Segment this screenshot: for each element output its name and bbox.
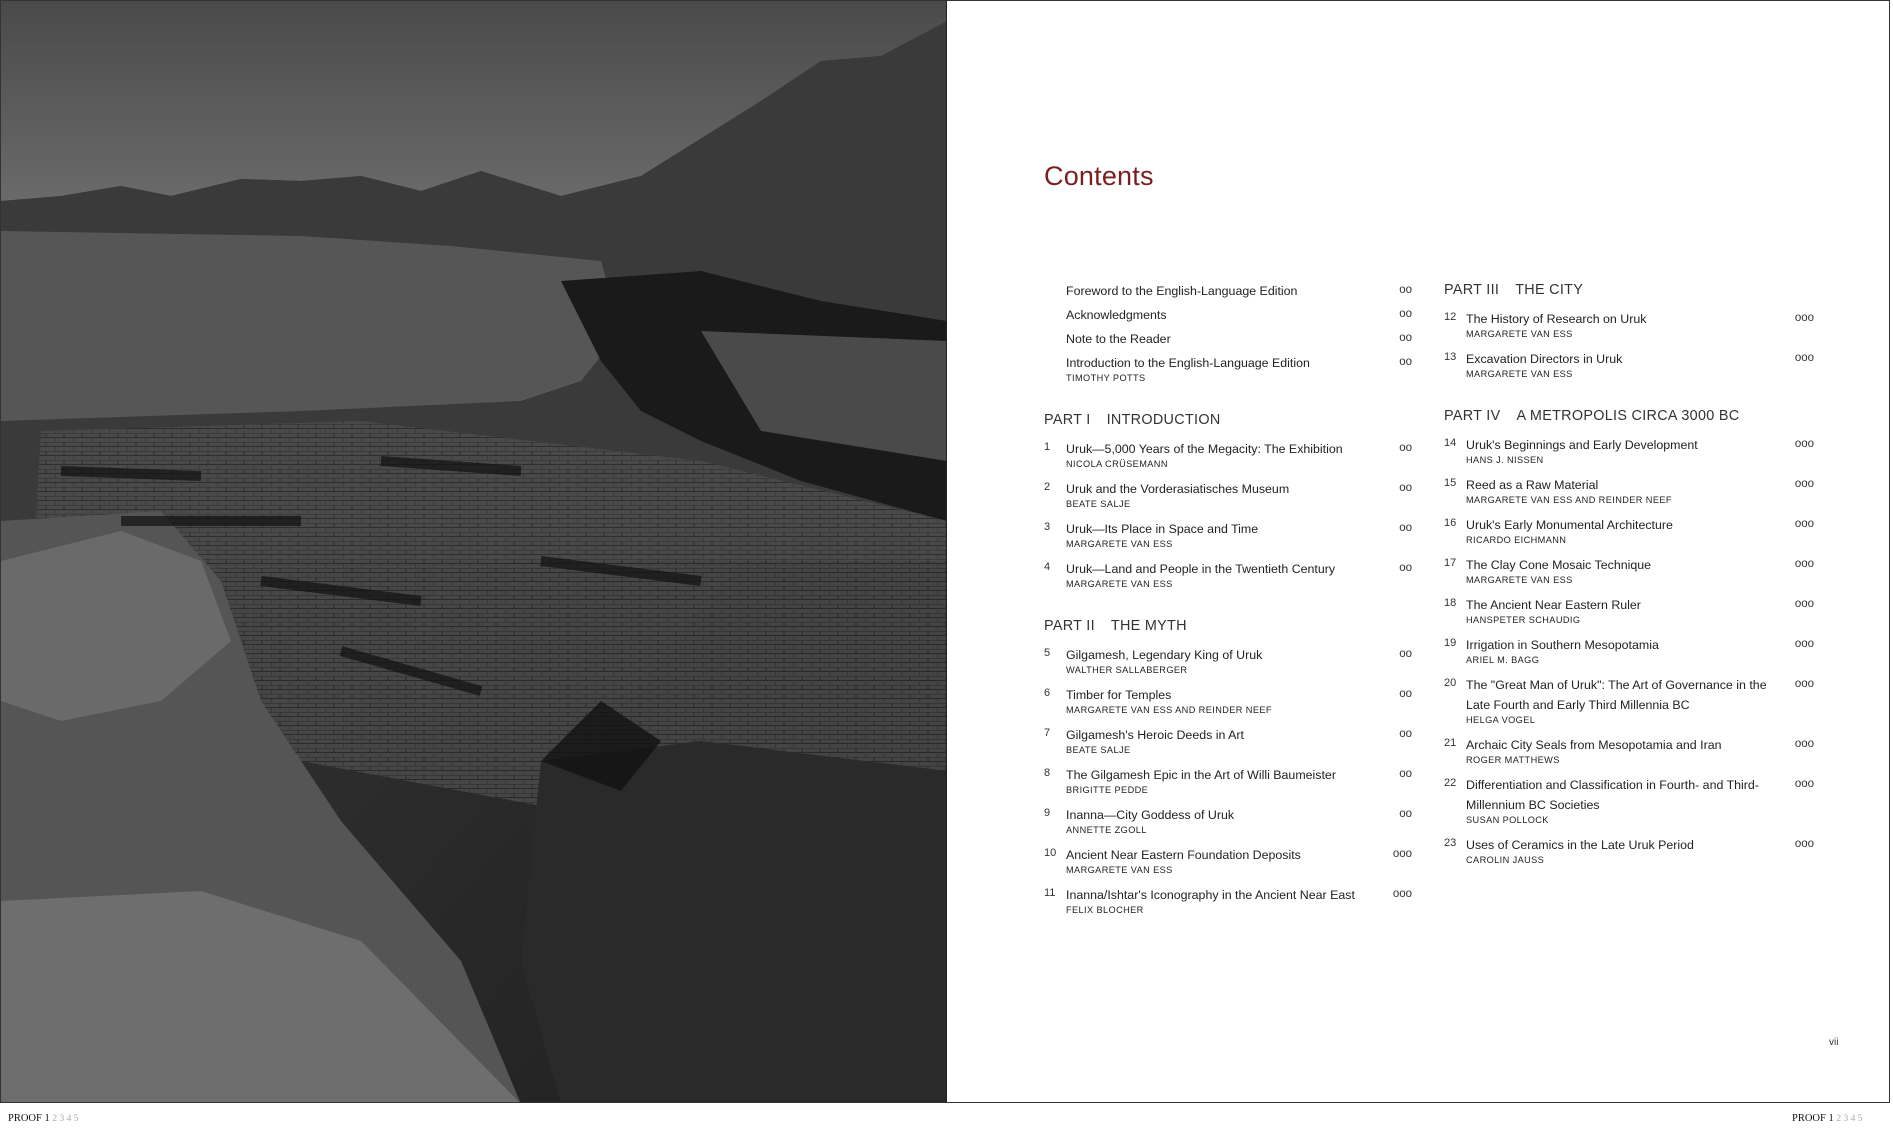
entry-page: ooo <box>1794 558 1814 570</box>
page-number: vii <box>1829 1037 1839 1048</box>
entry-page: ooo <box>1794 598 1814 610</box>
entry-page: oo <box>1399 728 1412 740</box>
entry-author: MARGARETE VAN ESS <box>1466 329 1573 339</box>
entry-title: Uruk—Its Place in Space and Time <box>1066 522 1259 536</box>
entry-author: TIMOTHY POTTS <box>1066 373 1146 383</box>
proof-rest: 2 3 4 5 <box>52 1114 79 1124</box>
entry-page: ooo <box>1794 352 1814 364</box>
entry-number: 16 <box>1444 517 1457 529</box>
entry-title: Uruk and the Vorderasiatisches Museum <box>1066 482 1290 496</box>
toc-entry[interactable] <box>1044 645 1412 677</box>
toc-entry[interactable] <box>1044 281 1412 301</box>
toc-entry[interactable] <box>1444 735 1814 767</box>
entry-number <box>1044 305 1066 307</box>
proof-marker-right <box>1792 1113 1862 1124</box>
toc-entry[interactable] <box>1444 515 1814 547</box>
entry-page: ooo <box>1794 312 1814 324</box>
part-heading <box>1444 281 1814 299</box>
entry-page: oo <box>1399 648 1412 660</box>
entry-title: The Gilgamesh Epic in the Art of Willi Baumeister <box>1066 768 1336 782</box>
entry-author: MARGARETE VAN ESS <box>1066 579 1173 589</box>
entry-title: Gilgamesh's Heroic Deeds in Art <box>1066 728 1244 742</box>
entry-title: Inanna/Ishtar's Iconography in the Ancient Near East <box>1066 888 1355 902</box>
entry-author: CAROLIN JAUSS <box>1466 855 1545 865</box>
entry-author: NICOLA CRÜSEMANN <box>1066 459 1168 469</box>
entry-page: oo <box>1399 356 1412 368</box>
entry-title: Ancient Near Eastern Foundation Deposits <box>1066 848 1301 862</box>
entry-number: 6 <box>1044 687 1051 699</box>
toc-entry[interactable] <box>1044 305 1412 325</box>
entry-number: 14 <box>1444 437 1457 449</box>
entry-title: The "Great Man of Uruk": The Art of Governance in the Late Fourth and Early Third Millennia BC <box>1466 678 1767 712</box>
toc-entry[interactable] <box>1044 519 1412 551</box>
entry-author: MARGARETE VAN ESS <box>1466 369 1573 379</box>
entry-page: ooo <box>1794 738 1814 750</box>
entry-title: Archaic City Seals from Mesopotamia and Iran <box>1466 738 1722 752</box>
entry-title: Introduction to the English-Language Edition <box>1066 356 1310 370</box>
entry-page: oo <box>1399 688 1412 700</box>
entry-title: Uruk—Land and People in the Twentieth Century <box>1066 562 1336 576</box>
entry-author: BEATE SALJE <box>1066 499 1131 509</box>
entry-number: 23 <box>1444 837 1457 849</box>
proof-label: PROOF 1 <box>8 1113 50 1124</box>
toc-entry[interactable] <box>1044 439 1412 471</box>
toc-entry[interactable] <box>1444 835 1814 867</box>
toc-column-right <box>1444 281 1814 875</box>
entry-author: MARGARETE VAN ESS AND REINDER NEEF <box>1066 705 1272 715</box>
entry-page: ooo <box>1392 848 1412 860</box>
toc-entry[interactable] <box>1044 845 1412 877</box>
entry-author: MARGARETE VAN ESS <box>1066 865 1173 875</box>
entry-number: 18 <box>1444 597 1457 609</box>
entry-number: 1 <box>1044 441 1051 453</box>
entry-author: SUSAN POLLOCK <box>1466 815 1549 825</box>
entry-page: ooo <box>1794 678 1814 690</box>
entry-title: The Ancient Near Eastern Ruler <box>1466 598 1641 612</box>
entry-number: 3 <box>1044 521 1051 533</box>
entry-number: 13 <box>1444 351 1457 363</box>
entry-author: BEATE SALJE <box>1066 745 1131 755</box>
entry-title: Note to the Reader <box>1066 332 1171 346</box>
part-label: PART IV <box>1444 408 1501 424</box>
entry-title: Uruk's Beginnings and Early Development <box>1466 438 1698 452</box>
entry-number: 17 <box>1444 557 1457 569</box>
entry-page: ooo <box>1794 838 1814 850</box>
contents-heading: Contents <box>1044 161 1154 191</box>
entry-number: 9 <box>1044 807 1051 819</box>
entry-title: Uses of Ceramics in the Late Uruk Period <box>1466 838 1694 852</box>
toc-entry[interactable] <box>1444 475 1814 507</box>
entry-page: oo <box>1399 332 1412 344</box>
entry-author: WALTHER SALLABERGER <box>1066 665 1188 675</box>
proof-label: PROOF 1 <box>1792 1113 1834 1124</box>
entry-number: 10 <box>1044 847 1057 859</box>
part-heading <box>1444 407 1814 425</box>
entry-author: ARIEL M. BAGG <box>1466 655 1540 665</box>
part-label: PART I <box>1044 412 1091 428</box>
entry-number: 22 <box>1444 777 1457 789</box>
entry-author: HANS J. NISSEN <box>1466 455 1544 465</box>
entry-page: ooo <box>1794 778 1814 790</box>
toc-entry[interactable] <box>1044 329 1412 349</box>
entry-number: 2 <box>1044 481 1051 493</box>
toc-entry[interactable] <box>1444 309 1814 341</box>
entry-number: 4 <box>1044 561 1051 573</box>
part-heading <box>1044 617 1412 635</box>
entry-title: Reed as a Raw Material <box>1466 478 1599 492</box>
entry-number: 11 <box>1044 887 1056 899</box>
entry-author: ROGER MATTHEWS <box>1466 755 1560 765</box>
entry-author: HANSPETER SCHAUDIG <box>1466 615 1581 625</box>
entry-title: Excavation Directors in Uruk <box>1466 352 1623 366</box>
toc-entry[interactable] <box>1044 559 1412 591</box>
toc-entry[interactable] <box>1444 775 1814 827</box>
entry-number: 5 <box>1044 647 1051 659</box>
entry-author: RICARDO EICHMANN <box>1466 535 1567 545</box>
entry-page: oo <box>1399 522 1412 534</box>
entry-page: oo <box>1399 808 1412 820</box>
entry-title: The Clay Cone Mosaic Technique <box>1466 558 1652 572</box>
proof-rest: 2 3 4 5 <box>1836 1114 1863 1124</box>
part-label: PART II <box>1044 618 1095 634</box>
entry-title: Irrigation in Southern Mesopotamia <box>1466 638 1659 652</box>
entry-author: HELGA VOGEL <box>1466 715 1536 725</box>
toc-entry[interactable] <box>1444 595 1814 627</box>
toc-entry[interactable] <box>1444 635 1814 667</box>
entry-title: The History of Research on Uruk <box>1466 312 1647 326</box>
entry-number: 7 <box>1044 727 1051 739</box>
entry-number: 8 <box>1044 767 1051 779</box>
entry-author: MARGARETE VAN ESS <box>1466 575 1573 585</box>
excavation-photo <box>1 1 947 1103</box>
entry-author: BRIGITTE PEDDE <box>1066 785 1149 795</box>
proof-marker-left <box>8 1113 78 1124</box>
entry-page: ooo <box>1794 438 1814 450</box>
entry-page: oo <box>1399 442 1412 454</box>
part-name: INTRODUCTION <box>1106 412 1221 428</box>
part-name: A METROPOLIS CIRCA 3000 BC <box>1516 408 1740 424</box>
entry-title: Differentiation and Classification in Fourth- and Third-Millennium BC Societies <box>1466 778 1759 812</box>
entry-page: oo <box>1399 482 1412 494</box>
entry-number: 21 <box>1444 737 1457 749</box>
archaeological-site-photo <box>1 1 947 1103</box>
entry-number <box>1044 329 1066 331</box>
toc-entry[interactable] <box>1044 479 1412 511</box>
entry-page: ooo <box>1794 518 1814 530</box>
toc-entry[interactable] <box>1044 725 1412 757</box>
toc-column-left <box>1044 281 1412 925</box>
part-heading <box>1044 411 1412 429</box>
entry-page: oo <box>1399 284 1412 296</box>
toc-entry[interactable] <box>1044 885 1412 917</box>
toc-entry[interactable] <box>1444 555 1814 587</box>
entry-page: ooo <box>1794 478 1814 490</box>
toc-entry[interactable] <box>1444 675 1814 727</box>
entry-number: 19 <box>1444 637 1457 649</box>
toc-entry[interactable] <box>1444 349 1814 381</box>
entry-number: 20 <box>1444 677 1457 689</box>
entry-page: ooo <box>1392 888 1412 900</box>
entry-number: 15 <box>1444 477 1457 489</box>
entry-page: oo <box>1399 308 1412 320</box>
entry-title: Inanna—City Goddess of Uruk <box>1066 808 1235 822</box>
entry-page: oo <box>1399 768 1412 780</box>
entry-number <box>1044 281 1066 283</box>
toc-entry[interactable] <box>1044 765 1412 797</box>
entry-title: Uruk—5,000 Years of the Megacity: The Exhibition <box>1066 442 1343 456</box>
part-name: THE CITY <box>1515 282 1584 298</box>
entry-title: Uruk's Early Monumental Architecture <box>1466 518 1673 532</box>
toc-entry[interactable] <box>1044 685 1412 717</box>
entry-page: oo <box>1399 562 1412 574</box>
entry-title: Acknowledgments <box>1066 308 1167 322</box>
toc-entry[interactable] <box>1044 805 1412 837</box>
entry-author: MARGARETE VAN ESS AND REINDER NEEF <box>1466 495 1672 505</box>
entry-author: MARGARETE VAN ESS <box>1066 539 1173 549</box>
entry-title: Timber for Temples <box>1066 688 1172 702</box>
entry-number: 12 <box>1444 311 1457 323</box>
entry-author: FELIX BLOCHER <box>1066 905 1144 915</box>
entry-author: ANNETTE ZGOLL <box>1066 825 1147 835</box>
part-label: PART III <box>1444 282 1500 298</box>
entry-page: ooo <box>1794 638 1814 650</box>
entry-title: Foreword to the English-Language Edition <box>1066 284 1298 298</box>
part-name: THE MYTH <box>1110 618 1187 634</box>
toc-entry[interactable] <box>1044 353 1412 385</box>
entry-number <box>1044 353 1066 355</box>
toc-entry[interactable] <box>1444 435 1814 467</box>
entry-title: Gilgamesh, Legendary King of Uruk <box>1066 648 1263 662</box>
